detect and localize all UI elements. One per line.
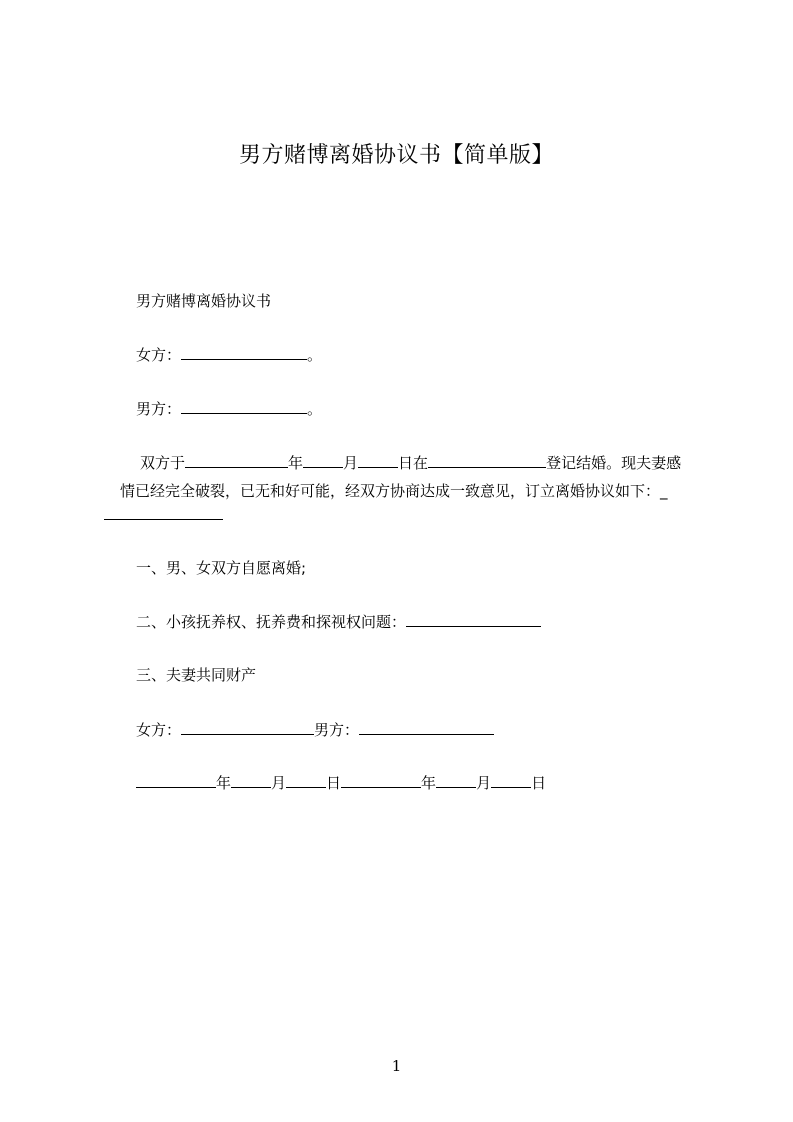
male-sign-label: 男方： [314, 721, 360, 739]
signature-line [136, 718, 494, 741]
document-heading: 男方赌博离婚协议书 [136, 292, 272, 310]
marriage-place-blank[interactable] [428, 451, 546, 468]
clause-2: 二、小孩抚养权、抚养费和探视权问题： [136, 613, 407, 631]
female-date-day-label: 日 [326, 774, 342, 792]
clause-3: 三、夫妻共同财产 [136, 666, 257, 684]
male-date-day-blank[interactable] [491, 771, 531, 788]
male-date-year-blank[interactable] [341, 771, 421, 788]
female-date-day-blank[interactable] [286, 771, 326, 788]
female-signature-blank[interactable] [181, 718, 314, 735]
female-sign-label: 女方： [136, 721, 182, 739]
male-party-period: 。 [307, 400, 323, 418]
female-party-blank[interactable] [181, 343, 307, 360]
marriage-year-label: 年 [288, 454, 304, 472]
female-date-year-label: 年 [216, 774, 232, 792]
marriage-day-at-label: 日在 [398, 454, 429, 472]
marriage-prefix: 双方于 [140, 454, 186, 472]
custody-blank[interactable] [406, 610, 541, 627]
female-party-period: 。 [307, 346, 323, 364]
signature-date-line [136, 771, 546, 794]
female-party-line [136, 343, 322, 366]
clause-2-line [136, 610, 541, 633]
male-date-day-label: 日 [531, 774, 547, 792]
male-date-year-label: 年 [421, 774, 437, 792]
female-date-year-blank[interactable] [136, 771, 216, 788]
female-party-label: 女方： [136, 346, 182, 364]
marriage-month-label: 月 [343, 454, 359, 472]
clause-1: 一、男、女双方自愿离婚; [136, 559, 307, 577]
male-date-month-blank[interactable] [436, 771, 476, 788]
marriage-year-blank[interactable] [185, 451, 288, 468]
marriage-line-2: 情已经完全破裂，已无和好可能，经双方协商达成一致意见，订立离婚协议如下：_ [120, 482, 668, 500]
male-party-line [136, 397, 322, 420]
agreement-terms-blank[interactable] [104, 503, 223, 520]
female-date-month-label: 月 [271, 774, 287, 792]
female-date-month-blank[interactable] [231, 771, 271, 788]
marriage-month-blank[interactable] [303, 451, 343, 468]
male-signature-blank[interactable] [359, 718, 494, 735]
agreement-terms-blank-line [104, 503, 223, 526]
marriage-line-1 [140, 451, 681, 474]
male-party-label: 男方： [136, 400, 182, 418]
page-number: 1 [391, 1057, 402, 1075]
male-date-month-label: 月 [476, 774, 492, 792]
marriage-day-blank[interactable] [358, 451, 398, 468]
document-title: 男方赌博离婚协议书【简单版】 [238, 143, 554, 168]
male-party-blank[interactable] [181, 397, 307, 414]
marriage-suffix: 登记结婚。现夫妻感 [546, 454, 682, 472]
